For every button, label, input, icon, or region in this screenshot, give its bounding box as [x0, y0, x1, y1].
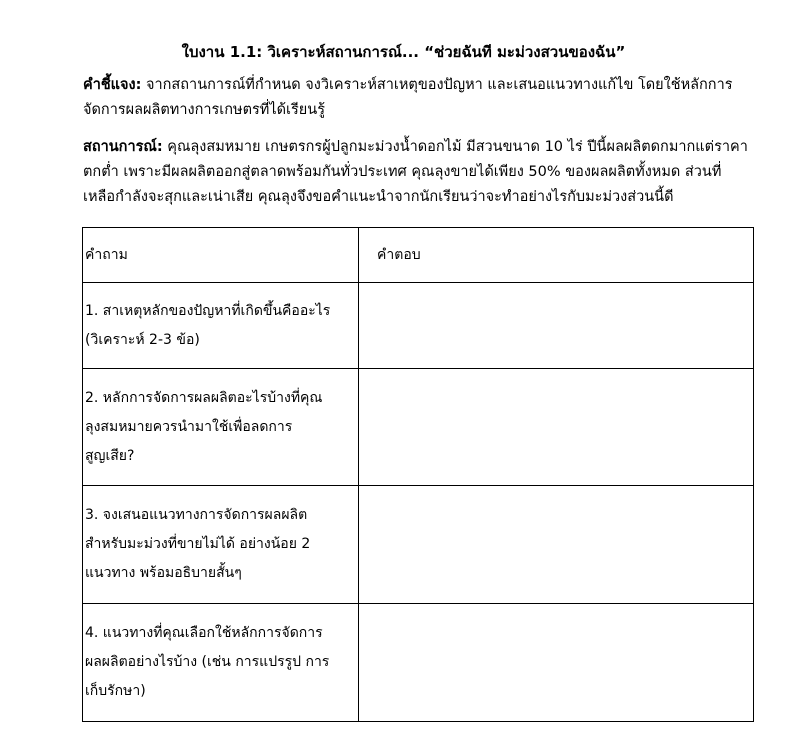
answer-cell-4[interactable] — [359, 604, 754, 722]
table-row — [83, 486, 754, 604]
question-2-line-3: สูญเสีย? — [85, 447, 135, 464]
question-column-header: คำถาม — [83, 228, 359, 283]
question-3-line-2: สำหรับมะม่วงที่ขายไม่ได้ อย่างน้อย 2 — [85, 536, 311, 552]
scenario-line-1 — [83, 135, 773, 160]
instructions-line-2: จัดการผลผลิตทางการเกษตรที่ได้เรียนรู้ — [83, 102, 325, 118]
answer-cell-3[interactable] — [359, 486, 754, 604]
answer-column-header: คำตอบ — [359, 228, 754, 283]
question-cell-1 — [83, 283, 359, 369]
question-cell-4 — [83, 604, 359, 722]
table-header-row — [83, 228, 754, 283]
scenario-line-3: เหลือกำลังจะสุกและเน่าเสีย คุณลุงจึงขอคำแนะนำจากนักเรียนว่าจะทำอย่างไรกับมะม่วงส่วนนี้ดี — [83, 189, 674, 205]
question-cell-2 — [83, 369, 359, 486]
question-4-line-3: เก็บรักษา) — [85, 683, 146, 699]
instructions-text: จากสถานการณ์ที่กำหนด จงวิเคราะห์สาเหตุของปัญหา และเสนอแนวทางแก้ไข โดยใช้หลักการ — [141, 77, 733, 93]
table-row — [83, 369, 754, 486]
question-2-line-2: ลุงสมหมายควรนำมาใช้เพื่อลดการ — [85, 418, 293, 435]
question-4-line-1: 4. แนวทางที่คุณเลือกใช้หลักการจัดการ — [85, 625, 323, 641]
question-cell-3 — [83, 486, 359, 604]
scenario-line-2: ตกต่ำ เพราะมีผลผลิตออกสู่ตลาดพร้อมกันทั่วประเทศ คุณลุงขายได้เพียง 50% ของผลผลิตทั้งหมด ส่วนที่ — [83, 164, 722, 180]
scenario-label: สถานการณ์: — [83, 139, 163, 155]
question-answer-table — [82, 227, 754, 722]
question-4-line-2: ผลผลิตอย่างไรบ้าง (เช่น การแปรรูป การ — [85, 654, 330, 670]
instructions-line-1 — [83, 73, 773, 98]
answer-cell-1[interactable] — [359, 283, 754, 369]
question-1-line-2: (วิเคราะห์ 2-3 ข้อ) — [85, 331, 200, 348]
question-3-line-3: แนวทาง พร้อมอธิบายสั้นๆ — [85, 565, 242, 581]
question-2-line-1: 2. หลักการจัดการผลผลิตอะไรบ้างที่คุณ — [85, 389, 323, 406]
question-3-line-1: 3. จงเสนอแนวทางการจัดการผลผลิต — [85, 507, 308, 523]
instructions-paragraph — [83, 73, 773, 123]
answer-cell-2[interactable] — [359, 369, 754, 486]
table-row — [83, 604, 754, 722]
worksheet-title: ใบงาน 1.1: วิเคราะห์สถานการณ์... “ช่วยฉันที มะม่วงสวนของฉัน” — [181, 43, 626, 61]
table-row — [83, 283, 754, 369]
scenario-text: คุณลุงสมหมาย เกษตรกรผู้ปลูกมะม่วงน้ำดอกไม้ มีสวนขนาด 10 ไร่ ปีนี้ผลผลิตดกมากแต่ราคา — [162, 139, 748, 155]
instructions-label: คำชี้แจง: — [83, 77, 142, 93]
question-1-line-1: 1. สาเหตุหลักของปัญหาที่เกิดขึ้นคืออะไร — [85, 302, 331, 319]
scenario-paragraph — [83, 135, 773, 210]
